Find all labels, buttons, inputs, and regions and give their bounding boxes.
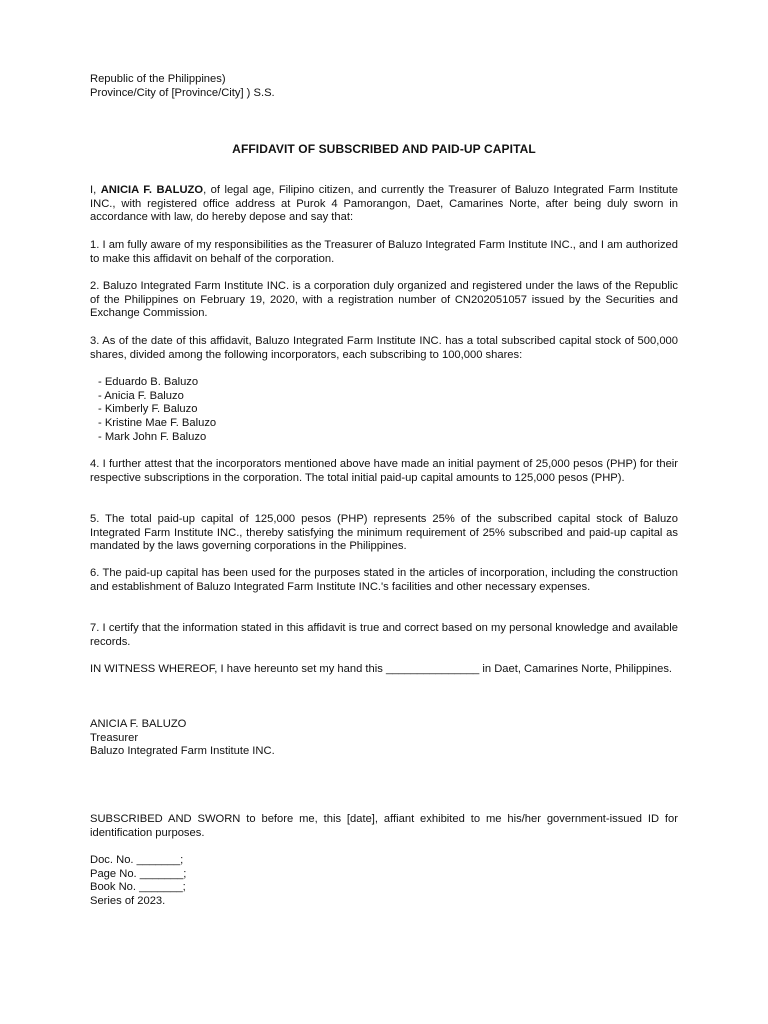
document-title: AFFIDAVIT OF SUBSCRIBED AND PAID-UP CAPITAL bbox=[232, 142, 536, 156]
list-item: - Kimberly F. Baluzo bbox=[98, 403, 198, 416]
list-item: - Eduardo B. Baluzo bbox=[98, 376, 199, 388]
list-item: - Mark John F. Baluzo bbox=[98, 430, 207, 443]
signatory-position: Treasurer bbox=[90, 731, 139, 744]
venue-header bbox=[90, 73, 678, 100]
paragraph-3: 3. As of the date of this affidavit, Baluzo Integrated Farm Institute INC. has a total subscribed capital stock of 500,000 shares, divided among the following incorporators, each subscribing to 100,000 shares: bbox=[90, 335, 678, 361]
paragraph-6: 6. The paid-up capital has been used for the purposes stated in the articles of incorporation, including the construction and establishment of Baluzo Integrated Farm Institute INC.'s facilities and other necessary expenses. bbox=[90, 567, 678, 593]
intro-text: , of legal age, Filipino citizen, and currently the Treasurer of Baluzo Integrated Farm Institute INC., with registered office address at Purok 4 Pamorangon, Daet, Camarines Norte, after being duly sworn in accordance with law, do hereby depose and say that: bbox=[90, 184, 678, 224]
series-year: Series of 2023. bbox=[90, 895, 166, 908]
paragraph-2: 2. Baluzo Integrated Farm Institute INC. is a corporation duly organized and registered under the laws of the Republic of the Philippines on February 19, 2020, with a registration number of CN202051057 issued by the Securities and Exchange Commission. bbox=[90, 280, 678, 320]
intro-prefix: I, bbox=[90, 184, 101, 196]
incorporators-list bbox=[98, 376, 216, 445]
venue-line-republic: Republic of the Philippines) bbox=[90, 73, 226, 85]
signatory-company: Baluzo Integrated Farm Institute INC. bbox=[90, 745, 275, 758]
doc-number: Doc. No. _______; bbox=[90, 854, 184, 866]
paragraph-5: 5. The total paid-up capital of 125,000 pesos (PHP) represents 25% of the subscribed capital stock of Baluzo Integrated Farm Institute INC., thereby satisfying the minimum requirement of 25% subscribed and paid-up capital as mandated by the laws governing corporations in the Philippines. bbox=[90, 513, 678, 553]
signature-block bbox=[90, 718, 678, 759]
notarial-register bbox=[90, 854, 678, 909]
jurat-paragraph: SUBSCRIBED AND SWORN to before me, this [date], affiant exhibited to me his/her government-issued ID for identification purposes. bbox=[90, 813, 678, 839]
signatory-name: ANICIA F. BALUZO bbox=[90, 718, 187, 730]
affiant-name: ANICIA F. BALUZO bbox=[100, 184, 204, 196]
venue-line-province: Province/City of [Province/City] ) S.S. bbox=[90, 86, 275, 99]
witness-paragraph: IN WITNESS WHEREOF, I have hereunto set my hand this _______________ in Daet, Camarines Norte, Philippines. bbox=[90, 663, 673, 675]
paragraph-4: 4. I further attest that the incorporators mentioned above have made an initial payment of 25,000 pesos (PHP) for their respective subscriptions in the corporation. The total initial paid-up capital amounts to 125,000 pesos (PHP). bbox=[90, 458, 678, 484]
paragraph-1: 1. I am fully aware of my responsibilities as the Treasurer of Baluzo Integrated Farm Institute INC., and I am authorized to make this affidavit on behalf of the corporation. bbox=[90, 239, 678, 265]
paragraph-7: 7. I certify that the information stated in this affidavit is true and correct based on my personal knowledge and available records. bbox=[90, 622, 678, 648]
list-item: - Kristine Mae F. Baluzo bbox=[98, 417, 217, 430]
list-item: - Anicia F. Baluzo bbox=[98, 389, 184, 402]
book-number: Book No. _______; bbox=[90, 881, 186, 894]
page-number: Page No. _______; bbox=[90, 867, 187, 880]
intro-paragraph bbox=[90, 184, 678, 225]
